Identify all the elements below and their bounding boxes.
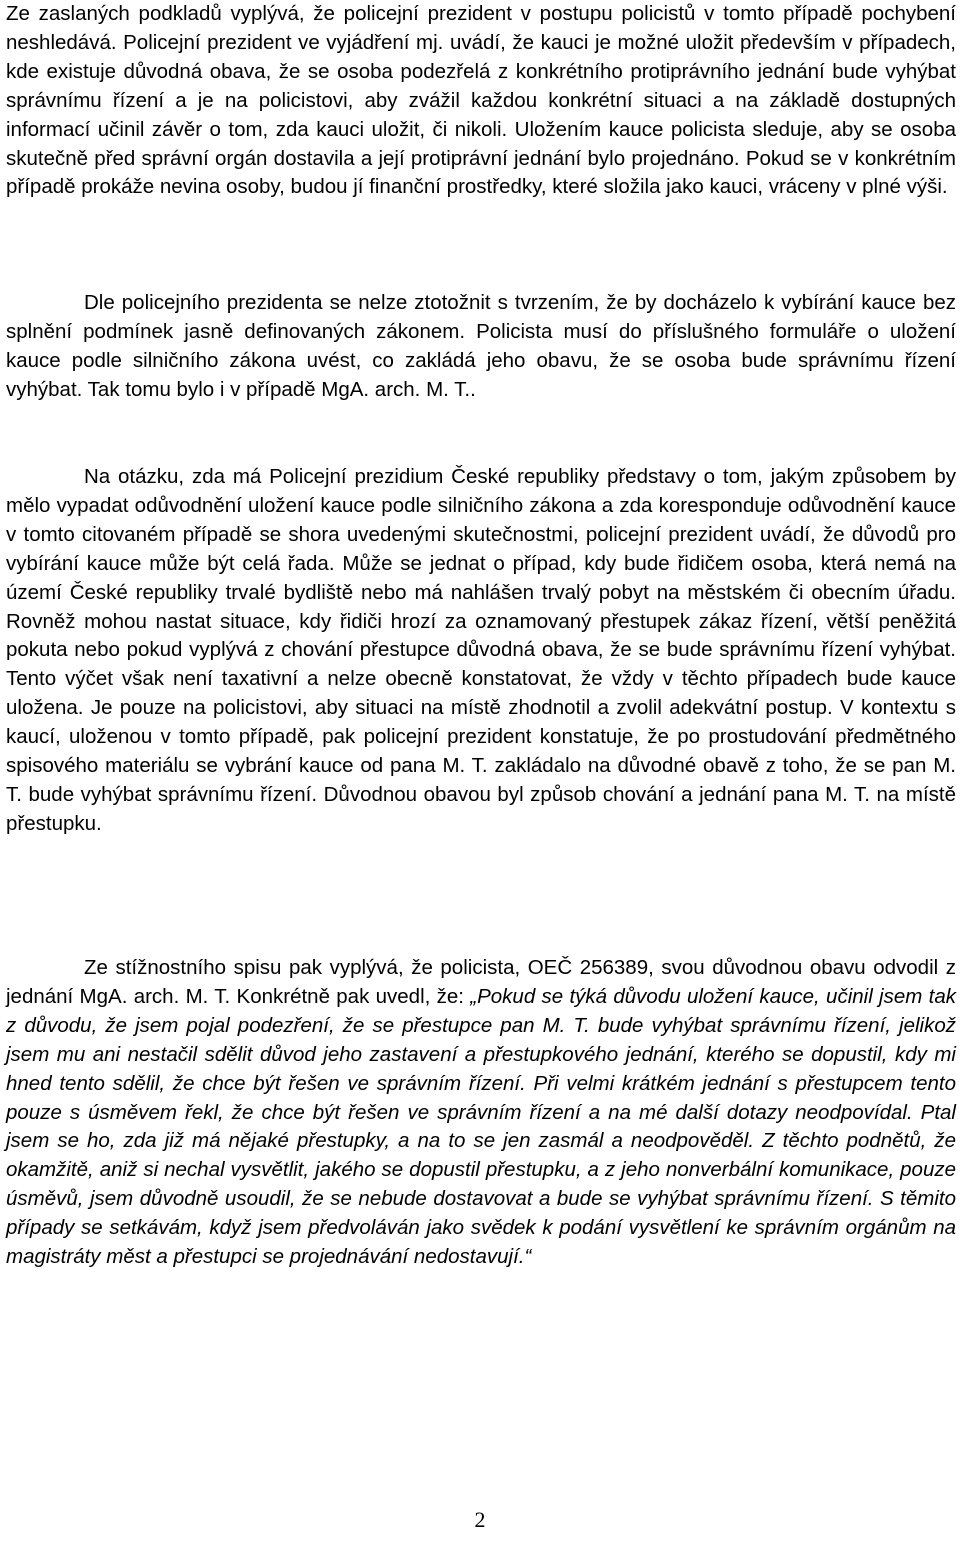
- paragraph-4: [6, 954, 956, 1272]
- paragraph-1: Ze zaslaných podkladů vyplývá, že policejní prezident v postupu policistů v tomto případě pochybení neshledává. Policejní prezident ve vyjádření mj. uvádí, že kauci je možné uložit především v případech, kde existuje důvodná obava, že se osoba podezřelá z konkrétního protiprávního jednání bude vyhýbat správnímu řízení a je na policistovi, aby zvážil každou konkrétní situaci a na základě dostupných informací učinil závěr o tom, zda kauci uložit, či nikoli. Uložením kauce policista sleduje, aby se osoba skutečně před správní orgán dostavila a její protiprávní jednání bylo projednáno. Pokud se v konkrétním případě prokáže nevina osoby, budou jí finanční prostředky, které složila jako kauci, vráceny v plné výši.: [6, 2, 956, 199]
- page-number: 2: [474, 1507, 486, 1532]
- police-officer-quote: „Pokud se týká důvodu uložení kauce, učinil jsem tak z důvodu, že jsem pojal podezření, že se přestupce pan M. T. bude vyhýbat správnímu řízení, jelikož jsem mu ani nestačil sdělit důvod jeho zastavení a přestupkového jednání, kterého se dopustil, kdy mi hned tento sdělil, že chce být řešen ve správním řízení. Při velmi krátkém jednání s přestupcem tento pouze s úsměvem řekl, že chce být řešen ve správním řízení a na mé další dotazy neodpovídal. Ptal jsem se ho, zda již má nějaké přestupky, a na to se jen zasmál a neodpověděl. Z těchto podnětů, že okamžitě, aniž si nechal vysvětlit, jakého se dopustil přestupku, a z jeho nonverbální komunikace, pouze úsměvů, jsem důvodně usoudil, že se nebude dostavovat a bude se vyhýbat správnímu řízení. S těmito případy se setkávám, když jsem předvoláván jako svědek k podání vysvětlení ke správním orgánům na magistráty měst a přestupci se projednávání nedostavují.“: [6, 984, 956, 1269]
- paragraph-4-intro: Ze stížnostního spisu pak vyplývá, že policista, OEČ 256389, svou důvodnou obavu odvodil z jednání MgA. arch. M. T. Konkrétně pak uvedl, že:: [6, 956, 956, 1008]
- paragraph-3: Na otázku, zda má Policejní prezidium České republiky představy o tom, jakým způsobem by mělo vypadat odůvodnění uložení kauce podle silničního zákona a zda koresponduje odůvodnění kauce v tomto citovaném případě se shora uvedenými skutečnostmi, policejní prezident uvádí, že důvodů pro vybírání kauce může být celá řada. Může se jednat o případ, kdy bude řidičem osoba, která nemá na území České republiky trvalé bydliště nebo má nahlášen trvalý pobyt na městském či obecním úřadu. Rovněž mohou nastat situace, kdy řidiči hrozí za oznamovaný přestupek zákaz řízení, větší peněžitá pokuta nebo pokud vyplývá z chování přestupce důvodná obava, že se bude správnímu řízení vyhýbat. Tento výčet však není taxativní a nelze obecně konstatovat, že vždy v těchto případech bude kauce uložena. Je pouze na policistovi, aby situaci na místě zhodnotil a zvolil adekvátní postup. V kontextu s kaucí, uloženou v tomto případě, pak policejní prezident konstatuje, že po prostudování předmětného spisového materiálu se vybrání kauce od pana M. T. zakládalo na důvodné obavě z toho, že se pan M. T. bude vyhýbat správnímu řízení. Důvodnou obavou byl způsob chování a jednání pana M. T. na místě přestupku.: [6, 465, 956, 835]
- paragraph-2: Dle policejního prezidenta se nelze ztotožnit s tvrzením, že by docházelo k vybírání kauce bez splnění podmínek jasně definovaných zákonem. Policista musí do příslušného formuláře o uložení kauce podle silničního zákona uvést, co zakládá jeho obavu, že se osoba bude správnímu řízení vyhýbat. Tak tomu bylo i v případě MgA. arch. M. T..: [6, 291, 956, 401]
